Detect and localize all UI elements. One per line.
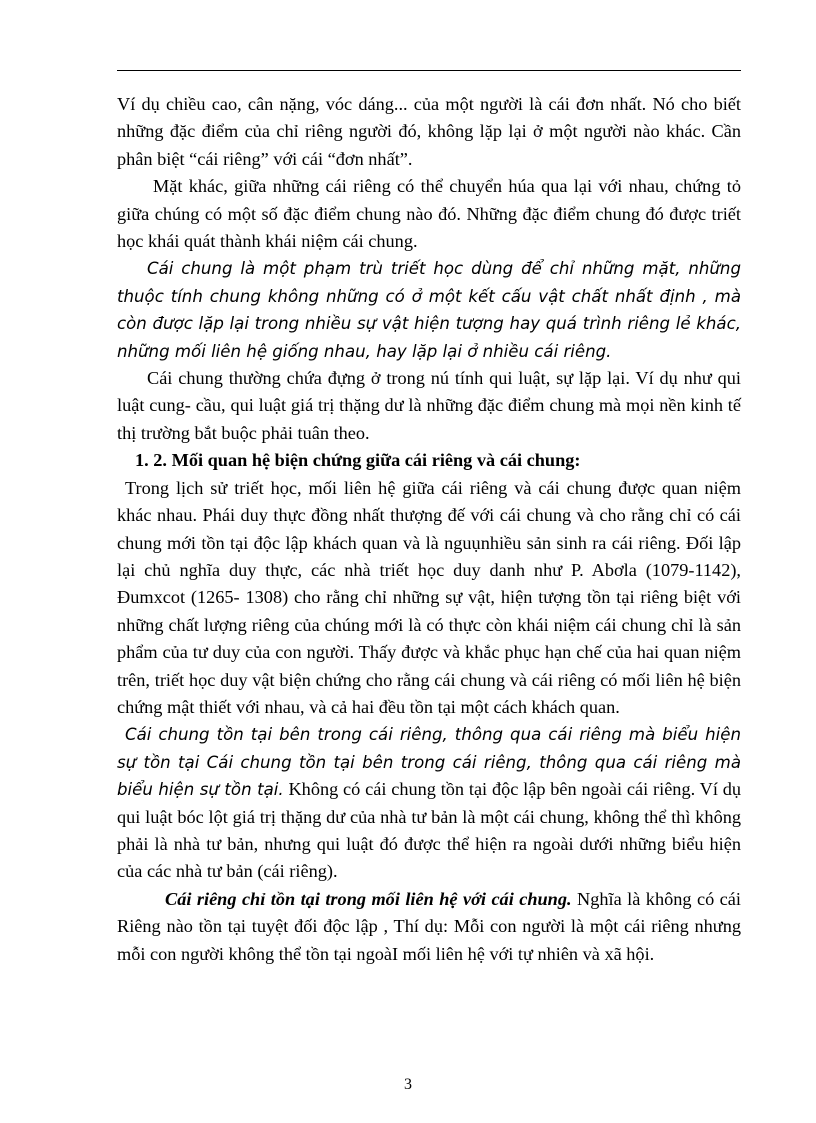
header-rule bbox=[117, 70, 741, 71]
paragraph-5: Trong lịch sử triết học, mối liên hệ giữa cái riêng và cái chung được quan niệm khác nhau. Phái duy thực đồng nhất thượng đế với cái chung và cho rằng chỉ có cái chung mới tồn tại độc lập khách quan và là nguụnhiều sản sinh ra cái riêng. Đối lập lại chủ nghĩa duy thực, các nhà triết học duy danh như P. Abơla (1079-1142), Đumxcot (1265- 1308) cho rằng chỉ những sự vật, hiện tượng tồn tại riêng biệt với những chất lượng riêng của chúng mới là có thực còn khái niệm cái chung chỉ là sản phẩm của tư duy của con người. Thấy được và khắc phục hạn chế của hai quan niệm trên, triết học duy vật biện chứng cho rằng cái chung và cái riêng có mối liên hệ biện chứng mật thiết với nhau, và cả hai đều tồn tại một cách khách quan. bbox=[117, 477, 741, 717]
paragraph-7-rest: Nghĩa là không có cái Riêng nào tồn tại tuyệt đối độc lập , Thí dụ: Mỗi con người là một cái riêng nhưng mỗi con người không thể tồn tại ngoàI mối liên hệ với tự nhiên và xã hội. bbox=[117, 888, 741, 964]
paragraph-1: Ví dụ chiều cao, cân nặng, vóc dáng... của một người là cái đơn nhất. Nó cho biết những đặc điểm của chỉ riêng người đó, không lặp lại ở một người nào khác. Cần phân biệt “cái riêng” với cái “đơn nhất”. bbox=[117, 94, 741, 169]
paragraph-6-rest: Không có cái chung tồn tại độc lập bên ngoài cái riêng. Ví dụ qui luật bóc lột giá trị thặng dư của nhà tư bản là một cái chung, không thể thì không phải là nhà tư bản, nhưng qui luật đó được thể hiện ra ngoài dưới những biểu hiện của các nhà tư bản (cái riêng). bbox=[117, 779, 741, 882]
page-number: 3 bbox=[404, 1076, 412, 1093]
paragraph-6 bbox=[117, 721, 741, 885]
paragraph-7 bbox=[117, 886, 741, 968]
section-heading: 1. 2. Mối quan hệ biện chứng giữa cái riêng và cái chung: bbox=[135, 450, 581, 471]
body-text bbox=[117, 91, 741, 968]
paragraph-2: Mặt khác, giữa những cái riêng có thể chuyển húa qua lại với nhau, chứng tỏ giữa chúng có một số đặc điểm chung nào đó. Những đặc điểm chung đó được triết học khái quát thành khái niệm cái chung. bbox=[117, 176, 741, 252]
paragraph-7-bold: Cái riêng chỉ tồn tại trong mối liên hệ với cái chung. bbox=[165, 888, 572, 909]
paragraph-definition: Cái chung là một phạm trù triết học dùng để chỉ những mặt, những thuộc tính chung không những có ở một kết cấu vật chất nhất định , mà còn được lặp lại trong nhiều sự vật hiện tượng hay quá trình riêng lẻ khác, những mối liên hệ giống nhau, hay lặp lại ở nhiều cái riêng. bbox=[117, 259, 741, 361]
paragraph-6-italic: Cái chung tồn tại bên trong cái riêng, thông qua cái riêng mà biểu hiện sự tồn tại Cái chung tồn tại bên trong cái riêng, thông qua cái riêng mà biểu hiện sự tồn tại. bbox=[117, 725, 741, 800]
paragraph-4: Cái chung thường chứa đựng ở trong nú tính qui luật, sự lặp lại. Ví dụ như qui luật cung- cầu, qui luật giá trị thặng dư là những đặc điểm chung mà mọi nền kinh tế thị trường bắt buộc phải tuân theo. bbox=[117, 368, 741, 443]
